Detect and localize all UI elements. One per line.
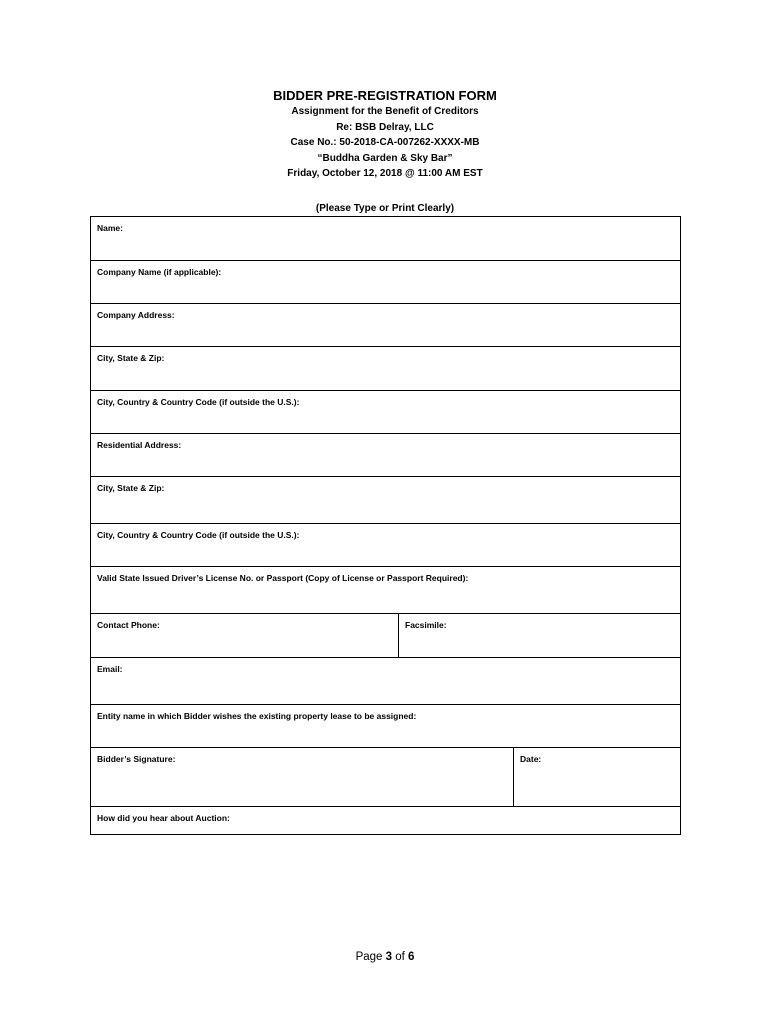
residential-city-state-zip-label: City, State & Zip: [97,483,165,493]
signature-date-row [91,747,680,806]
subtitle-date: Friday, October 12, 2018 @ 11:00 AM EST [287,168,483,179]
page-current: 3 [385,951,393,963]
company-address-row[interactable] [91,303,680,346]
subtitle-venue: “Buddha Garden & Sky Bar” [317,152,453,164]
registration-form-table [90,216,681,835]
form-header [0,87,770,182]
contact-phone-cell[interactable] [91,614,398,657]
form-title: BIDDER PRE-REGISTRATION FORM [273,88,497,103]
facsimile-label: Facsimile: [405,620,447,630]
contact-phone-label: Contact Phone: [97,620,160,630]
email-label: Email: [97,664,123,674]
subtitle-re: Re: BSB Delray, LLC [336,121,434,133]
license-row[interactable] [91,566,680,613]
name-label: Name: [97,223,123,233]
name-row[interactable] [91,217,680,260]
residential-country-label: City, Country & Country Code (if outside the U.S.): [97,530,300,540]
page-prefix: Page [355,951,383,963]
entity-name-label: Entity name in which Bidder wishes the existing property lease to be assigned: [97,711,417,721]
heard-about-label: How did you hear about Auction: [97,813,230,823]
page-of: of [395,951,405,963]
facsimile-cell[interactable] [398,614,680,657]
company-name-label: Company Name (if applicable): [97,267,222,277]
page-number [0,950,770,965]
license-label: Valid State Issued Driver’s License No. or Passport (Copy of License or Passport Required): [97,573,469,583]
company-country-row[interactable] [91,390,680,433]
heard-about-row[interactable] [91,806,680,834]
company-name-row[interactable] [91,260,680,303]
company-city-state-zip-label: City, State & Zip: [97,353,165,363]
company-city-state-zip-row[interactable] [91,346,680,390]
instruction-text: (Please Type or Print Clearly) [315,203,455,214]
phone-fax-row [91,613,680,657]
date-cell[interactable] [513,748,680,806]
signature-label: Bidder’s Signature: [97,754,176,764]
entity-name-row[interactable] [91,704,680,747]
company-country-label: City, Country & Country Code (if outside the U.S.): [97,397,300,407]
subtitle-assignment: Assignment for the Benefit of Creditors [291,106,479,117]
email-row[interactable] [91,657,680,704]
company-address-label: Company Address: [97,310,175,320]
page-total: 6 [408,951,415,963]
residential-city-state-zip-row[interactable] [91,476,680,523]
residential-address-row[interactable] [91,433,680,476]
residential-address-label: Residential Address: [97,440,182,450]
signature-cell[interactable] [91,748,513,806]
residential-country-row[interactable] [91,523,680,566]
date-label: Date: [520,754,542,764]
subtitle-case-number: Case No.: 50-2018-CA-007262-XXXX-MB [290,137,480,148]
